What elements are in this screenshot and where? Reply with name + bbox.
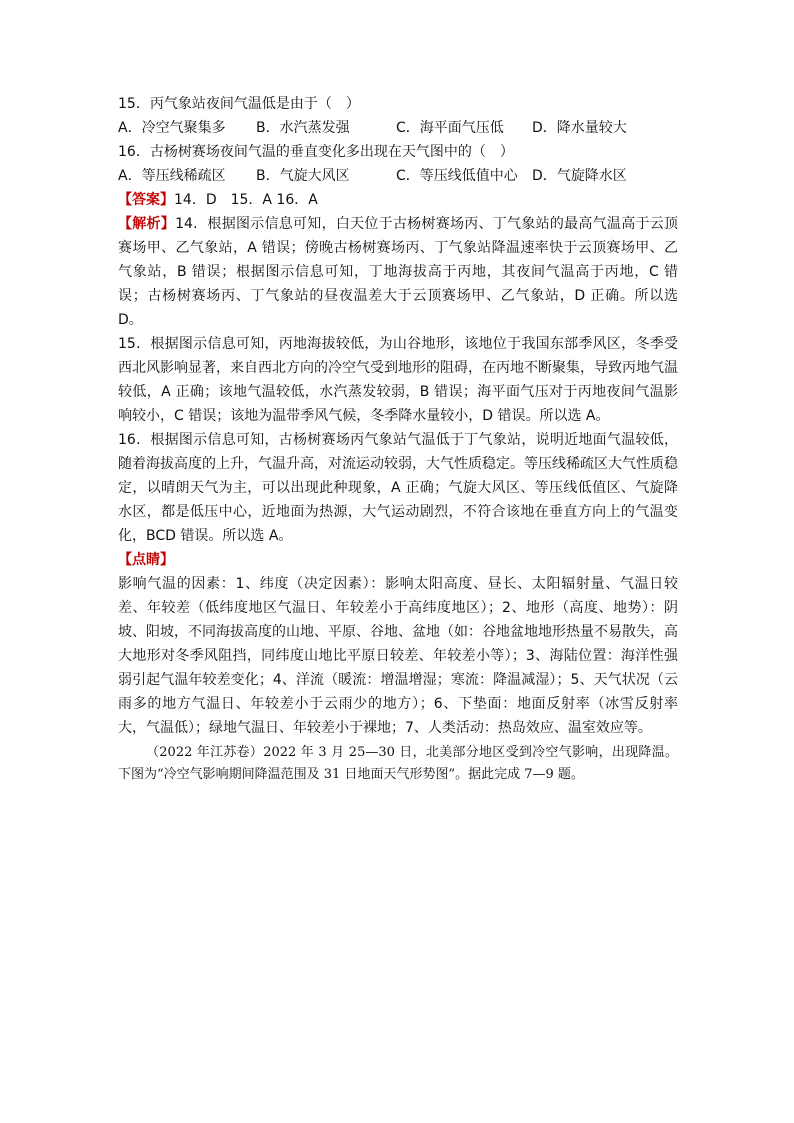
option-a: A．冷空气聚集多	[118, 120, 226, 136]
tip-text: 影响气温的因素：1、纬度（决定因素）：影响太阳高度、昼长、太阳辐射量、气温日较差、年较差（低纬度地区气温日、年较差小于高纬度地区）；2、地形（高度、地势）：阴坡、阳坡，不同海拔高度的山地、平原、谷地、盆地（如：谷地盆地地形热量不易散失，高大地形对冬季风阻挡，同纬度山地比平原日较差、年较差小等）；3、海陆位置：海洋性强弱引起气温年较差变化；4、洋流（暖流：增温增湿；寒流：降温减湿）；5、天气状况（云雨多的地方气温日、年较差小于云雨少的地方）；6、下垫面：地面反射率（冰雪反射率大，气温低）；绿地气温日、年较差小于裸地；7、人类活动：热岛效应、温室效应等。	[118, 576, 678, 736]
question-16-stem: 16．古杨树赛场夜间气温的垂直变化多出现在天气图中的（ ）	[118, 144, 514, 160]
tip-tag: 【点睛】	[118, 552, 174, 568]
answer-tag: 【答案】	[118, 192, 174, 208]
document-content	[118, 92, 678, 786]
option-b: B．水汽蒸发强	[256, 120, 350, 136]
analysis-16: 16．根据图示信息可知，古杨树赛场丙气象站气温低于丁气象站，说明近地面气温较低，随着海拔高度的上升，气温升高，对流运动较弱，大气性质稳定。等压线稀疏区大气性质稳定，以晴朗天气为主，可以出现此种现象，A 正确；气旋大风区、等压线低值区、气旋降水区，都是低压中心，近地面为热源，大气运动剧烈，不符合该地在垂直方向上的气温变化，BCD 错误。所以选 A。	[118, 432, 678, 544]
option-a: A．等压线稀疏区	[118, 168, 226, 184]
option-d: D．气旋降水区	[532, 168, 627, 184]
question-15-stem: 15．丙气象站夜间气温低是由于（ ）	[118, 96, 360, 112]
analysis-14-text: 14．根据图示信息可知，白天位于古杨树赛场丙、丁气象站的最高气温高于云顶赛场甲、乙气象站，A 错误；傍晚古杨树赛场丙、丁气象站降温速率快于云顶赛场甲、乙气象站，B 错误；根据图示信息可知，丁地海拔高于丙地，其夜间气温高于丙地，C 错误；古杨树赛场丙、丁气象站的昼夜温差大于云顶赛场甲、乙气象站，D 正确。所以选 D。	[118, 216, 679, 328]
answer-text: 14．D 15．A 16．A	[174, 192, 318, 208]
option-d: D．降水量较大	[532, 120, 627, 136]
source-intro: （2022 年江苏卷）2022 年 3 月 25—30 日，北美部分地区受到冷空气影响，出现降温。下图为“冷空气影响期间降温范围及 31 日地面天气形势图”。据此完成 7—9 题。	[118, 745, 678, 782]
option-c: C．海平面气压低	[396, 120, 504, 136]
analysis-tag: 【解析】	[118, 216, 176, 232]
question-15-options	[118, 116, 678, 140]
tip-tag-line	[118, 548, 678, 572]
analysis-15: 15．根据图示信息可知，丙地海拔较低，为山谷地形，该地位于我国东部季风区，冬季受西北风影响显著，来自西北方向的冷空气受到地形的阻碍，在丙地不断聚集，导致丙地气温较低，A 正确；该地气温较低，水汽蒸发较弱，B 错误；海平面气压对于丙地夜间气温影响较小，C 错误；该地为温带季风气候，冬季降水量较小，D 错误。所以选 A。	[118, 336, 678, 424]
question-16-options	[118, 164, 678, 188]
analysis-14	[118, 212, 678, 332]
option-b: B．气旋大风区	[256, 168, 350, 184]
answer-line	[118, 188, 678, 212]
option-c: C．等压线低值中心	[396, 168, 518, 184]
